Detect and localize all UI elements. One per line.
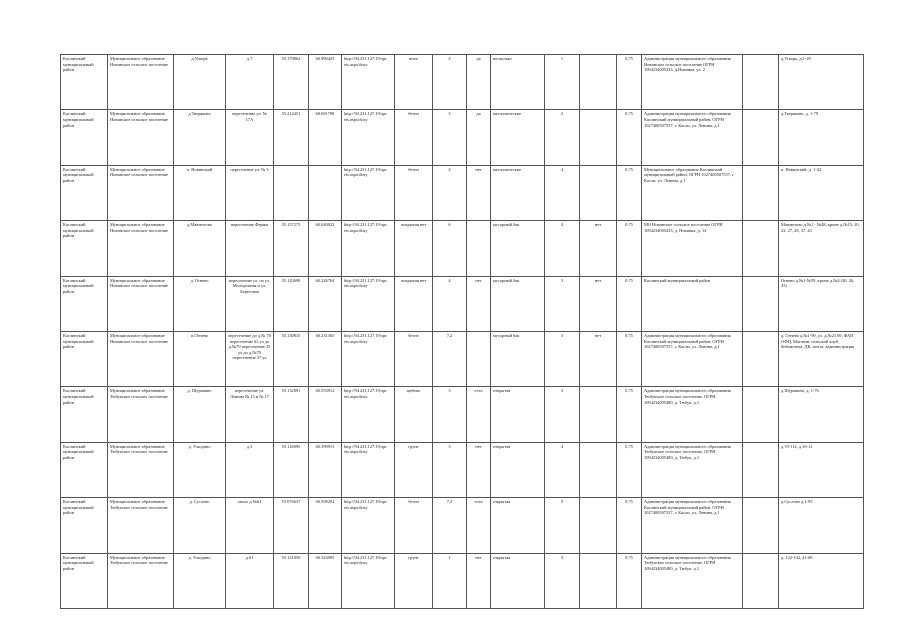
- table-cell: [580, 387, 617, 442]
- table-cell: есть: [467, 387, 491, 442]
- table-cell: Каслинский муниципальный район: [61, 276, 108, 331]
- table-cell: Огнево д.№1-№59, кроме д.№4 (20, 26, 35): [779, 276, 864, 331]
- table-cell: нет: [580, 276, 617, 331]
- table-cell: http://94.231.127.19/opr ets.aspx/dosy: [342, 553, 395, 608]
- table-cell: открытая: [491, 387, 545, 442]
- table-cell: 0,75: [617, 387, 642, 442]
- table-cell: да: [467, 55, 491, 110]
- table-cell: http://94.231.127.19/opr ets.aspx/dosy: [342, 276, 395, 331]
- table-cell: мусорный бак: [491, 221, 545, 276]
- table-cell: 5: [545, 498, 580, 553]
- table-cell: 55.179862: [274, 55, 309, 110]
- table-cell: 55.214451: [274, 110, 309, 165]
- table-cell: 60.553912: [309, 387, 342, 442]
- table-cell: 55.076637: [274, 498, 309, 553]
- table-cell: [309, 165, 342, 220]
- table-cell: д.61: [226, 553, 274, 608]
- table-cell: д.70-112, д.16-12: [779, 442, 864, 497]
- table-cell: Администрация муниципального образования Тюбукское сельское поселение, ОГРН 1094234005480, д. Тюбук, д.1: [642, 442, 743, 497]
- table-cell: 3: [545, 331, 580, 386]
- table-cell: 1: [545, 55, 580, 110]
- table-cell: 55.157275: [274, 221, 309, 276]
- document-page: [60, 54, 863, 608]
- table-cell: 7,2: [433, 331, 467, 386]
- table-row: [61, 553, 864, 608]
- table-cell: грунт: [395, 553, 433, 608]
- table-cell: нет: [580, 331, 617, 386]
- table-cell: 1: [433, 553, 467, 608]
- table-cell: около д.№62: [226, 498, 274, 553]
- table-cell: 3: [545, 387, 580, 442]
- table-cell: http://94.231.127.19/opr ets.aspx/dosy: [342, 110, 395, 165]
- table-row: [61, 276, 864, 331]
- table-cell: пересечение Фермы: [226, 221, 274, 276]
- table-cell: http://94.231.127.19/opr ets.aspx/dosy: [342, 442, 395, 497]
- table-cell: д. Шуравино: [174, 387, 226, 442]
- table-cell: 60.226764: [309, 276, 342, 331]
- table-cell: http://94.231.127.19/opr ets.aspx/dosy: [342, 165, 395, 220]
- table-cell: 0,75: [617, 110, 642, 165]
- table-row: [61, 498, 864, 553]
- table-cell: Каслинский муниципальный район: [61, 442, 108, 497]
- table-row: [61, 55, 864, 110]
- table-row: [61, 221, 864, 276]
- table-cell: 60.543985: [309, 553, 342, 608]
- table-cell: 0,75: [617, 498, 642, 553]
- table-cell: бетон: [395, 331, 433, 386]
- table-cell: д. Огнево д.№1-99, ул. д.№21,69, ФАП ОФЦ, Магазин, сельский клуб, библиотека, ДК, почта, администрация: [779, 331, 864, 386]
- table-cell: д.Шуравино, д. 1-76: [779, 387, 864, 442]
- table-cell: 60.231365: [309, 331, 342, 386]
- table-body: [61, 55, 864, 609]
- table-cell: открытая: [491, 553, 545, 608]
- table-cell: [743, 442, 779, 497]
- table-cell: [580, 498, 617, 553]
- table-cell: [580, 165, 617, 220]
- table-cell: Каслинский муниципальный район: [61, 553, 108, 608]
- table-cell: д.7: [226, 55, 274, 110]
- table-cell: 4: [545, 442, 580, 497]
- table-cell: д.Ускорь: [174, 55, 226, 110]
- table-cell: 4: [433, 165, 467, 220]
- table-cell: [580, 553, 617, 608]
- table-cell: мусорный бак: [491, 276, 545, 331]
- table-cell: Мавлютово д.№1 - №48, кроме д.№15, 20, 22, 27, 28, 37, 43: [779, 221, 864, 276]
- table-cell: нет: [467, 165, 491, 220]
- table-cell: Каслинский муниципальный район: [61, 110, 108, 165]
- table-cell: несколько: [491, 55, 545, 110]
- table-cell: [580, 110, 617, 165]
- table-cell: Муниципальное образование Тюбукское сельское поселение: [108, 553, 174, 608]
- table-cell: http://94.231.127.19/opr ets.aspx/dosy: [342, 498, 395, 553]
- table-cell: 3: [433, 442, 467, 497]
- table-row: [61, 110, 864, 165]
- table-cell: грунт: [395, 442, 433, 497]
- table-cell: д.Тверяково: [174, 110, 226, 165]
- table-cell: покрытия нет: [395, 221, 433, 276]
- table-cell: 6: [433, 221, 467, 276]
- table-cell: 3: [545, 276, 580, 331]
- table-cell: Муниципальное образование Тюбукское сельское поселение: [108, 387, 174, 442]
- table-cell: [743, 276, 779, 331]
- table-cell: д.Ускорь, д.1-29: [779, 55, 864, 110]
- table-cell: Администрация муниципального образования Новинское сельское поселение ОГРН 1094234005433, д.Новинка, ул. 2: [642, 55, 743, 110]
- table-cell: Каслинский муниципальный район: [61, 331, 108, 386]
- table-cell: нет: [467, 442, 491, 497]
- table-cell: пересечение ул. Ленина № 15 и № 17: [226, 387, 274, 442]
- table-cell: открытая: [491, 442, 545, 497]
- table-cell: открытая: [491, 498, 545, 553]
- table-cell: [580, 442, 617, 497]
- table-cell: [580, 55, 617, 110]
- table-cell: Муниципальное образование Новинское сельское поселение: [108, 221, 174, 276]
- table-cell: 0,75: [617, 553, 642, 608]
- table-cell: 60.640022: [309, 221, 342, 276]
- table-row: [61, 442, 864, 497]
- table-cell: [467, 331, 491, 386]
- table-cell: 0,75: [617, 55, 642, 110]
- table-row: [61, 165, 864, 220]
- table-cell: 55.132091: [274, 387, 309, 442]
- table-row: [61, 387, 864, 442]
- table-cell: Администрация муниципального образования Каслинский муниципальный район, ОГРН 1027400507557, г. Касли, ул. Ленина, д.1: [642, 498, 743, 553]
- table-cell: 55.130815: [274, 331, 309, 386]
- table-cell: д. Ускодино: [174, 442, 226, 497]
- table-cell: д.3: [226, 442, 274, 497]
- table-cell: [743, 553, 779, 608]
- table-cell: Каслинский муниципальный район: [642, 276, 743, 331]
- table-cell: 4: [433, 276, 467, 331]
- table-cell: д. 122-142, 41-69: [779, 553, 864, 608]
- table-cell: Муниципальное образование Каслинский муниципальный район, ОГРН 1027400507557, г. Касли, ул. Ленина, д.1: [642, 165, 743, 220]
- table-cell: нет: [467, 553, 491, 608]
- table-cell: бетон: [395, 498, 433, 553]
- table-cell: 55.126095: [274, 442, 309, 497]
- table-cell: http://94.231.127.19/opr ets.aspx/dosy: [342, 331, 395, 386]
- table-cell: пересечение до д.№ 76 пересечение 62 ул до д.№79 пересечение 35 ул до д.№79 пересечение 37 ул: [226, 331, 274, 386]
- table-cell: [743, 387, 779, 442]
- table-cell: п. Новинский, д. 1-32: [779, 165, 864, 220]
- table-cell: металлические: [491, 110, 545, 165]
- table-cell: Каслинский муниципальный район: [61, 498, 108, 553]
- table-cell: 0,75: [617, 165, 642, 220]
- table-cell: Муниципальное образование Новинское сельское поселение: [108, 55, 174, 110]
- table-cell: п. Новинский: [174, 165, 226, 220]
- table-cell: д.Мавлютово: [174, 221, 226, 276]
- table-cell: Муниципальное образование Тюбукское сельское поселение: [108, 442, 174, 497]
- table-cell: [743, 331, 779, 386]
- table-cell: Муниципальное образование Новинское сельское поселение: [108, 110, 174, 165]
- table-cell: Каслинский муниципальный район: [61, 165, 108, 220]
- table-cell: иное: [395, 55, 433, 110]
- table-cell: нет: [580, 221, 617, 276]
- table-cell: 55.143690: [274, 276, 309, 331]
- table-cell: 0,75: [617, 221, 642, 276]
- table-cell: 0,75: [617, 276, 642, 331]
- table-cell: д. Суслово: [174, 498, 226, 553]
- table-cell: [743, 221, 779, 276]
- table-cell: Муниципальное образование Новинское сельское поселение: [108, 331, 174, 386]
- table-cell: 0,75: [617, 331, 642, 386]
- table-cell: 60.599913: [309, 442, 342, 497]
- table-cell: 55.131050: [274, 553, 309, 608]
- sites-table: [60, 54, 864, 609]
- table-cell: 3: [545, 110, 580, 165]
- table-cell: МО Новинское сельское поселение ОГРН 1094234005433, д. Новинка, д. 14: [642, 221, 743, 276]
- table-cell: 4: [433, 55, 467, 110]
- table-cell: [743, 498, 779, 553]
- table-cell: д. Ускодино: [174, 553, 226, 608]
- table-cell: Каслинский муниципальный район: [61, 55, 108, 110]
- table-cell: 60.691798: [309, 110, 342, 165]
- table-cell: д.Суслово д.1-95: [779, 498, 864, 553]
- table-cell: Муниципальное образование Тюбукское сельское поселение: [108, 498, 174, 553]
- table-cell: Каслинский муниципальный район: [61, 221, 108, 276]
- table-cell: Администрация муниципального образования Каслинский муниципальный район, ОГРН 1027400507557, г. Касли, ул. Ленина, д.1: [642, 110, 743, 165]
- table-cell: [467, 221, 491, 276]
- table-cell: да: [467, 110, 491, 165]
- table-cell: Муниципальное образование Новинское сельское поселение: [108, 165, 174, 220]
- table-cell: д. Огнево: [174, 276, 226, 331]
- table-cell: 60.508282: [309, 498, 342, 553]
- table-cell: 3: [545, 553, 580, 608]
- table-cell: 4: [545, 221, 580, 276]
- table-cell: Администрация муниципального образования Каслинский муниципальный район, ОГРН 1027400507557, г. Касли, ул. Ленина, д.1: [642, 331, 743, 386]
- table-cell: 60.990425: [309, 55, 342, 110]
- table-cell: Администрация муниципального образования Тюбукское сельское поселение, ОГРН 1094234005480, д. Тюбук, д.1: [642, 387, 743, 442]
- table-cell: Муниципальное образование Новинское сельское поселение: [108, 276, 174, 331]
- table-cell: нет: [467, 276, 491, 331]
- table-cell: бетон: [395, 165, 433, 220]
- table-cell: 7,2: [433, 498, 467, 553]
- table-cell: мусорный бак: [491, 331, 545, 386]
- table-cell: 3: [433, 387, 467, 442]
- table-cell: есть: [467, 498, 491, 553]
- table-cell: бетон: [395, 110, 433, 165]
- table-cell: http://94.231.127.19/opr ets.aspx/dosy: [342, 387, 395, 442]
- table-cell: покрытия нет: [395, 276, 433, 331]
- table-cell: http://94.231.127.19/opr ets.aspx/dosy: [342, 55, 395, 110]
- table-cell: щебень: [395, 387, 433, 442]
- table-cell: [743, 55, 779, 110]
- table-cell: п.Огнево: [174, 331, 226, 386]
- table-cell: 4: [545, 165, 580, 220]
- table-cell: 0,75: [617, 442, 642, 497]
- table-cell: [274, 165, 309, 220]
- table-cell: 3: [433, 110, 467, 165]
- table-cell: пересечение ул. № 17А: [226, 110, 274, 165]
- table-cell: д.Тверяково, д. 1-79: [779, 110, 864, 165]
- table-cell: пересечение ул. по ул. Молодежная и ул. Береговая: [226, 276, 274, 331]
- table-cell: Администрация муниципального образования Тюбукское сельское поселение, ОГРН 1094234005480, д. Тюбук, д.1: [642, 553, 743, 608]
- table-cell: металлические: [491, 165, 545, 220]
- table-cell: пересечение ул. № 3: [226, 165, 274, 220]
- table-cell: http://94.231.127.19/opr ets.aspx/dosy: [342, 221, 395, 276]
- table-cell: Каслинский муниципальный район: [61, 387, 108, 442]
- table-row: [61, 331, 864, 386]
- table-cell: [743, 165, 779, 220]
- table-cell: [743, 110, 779, 165]
